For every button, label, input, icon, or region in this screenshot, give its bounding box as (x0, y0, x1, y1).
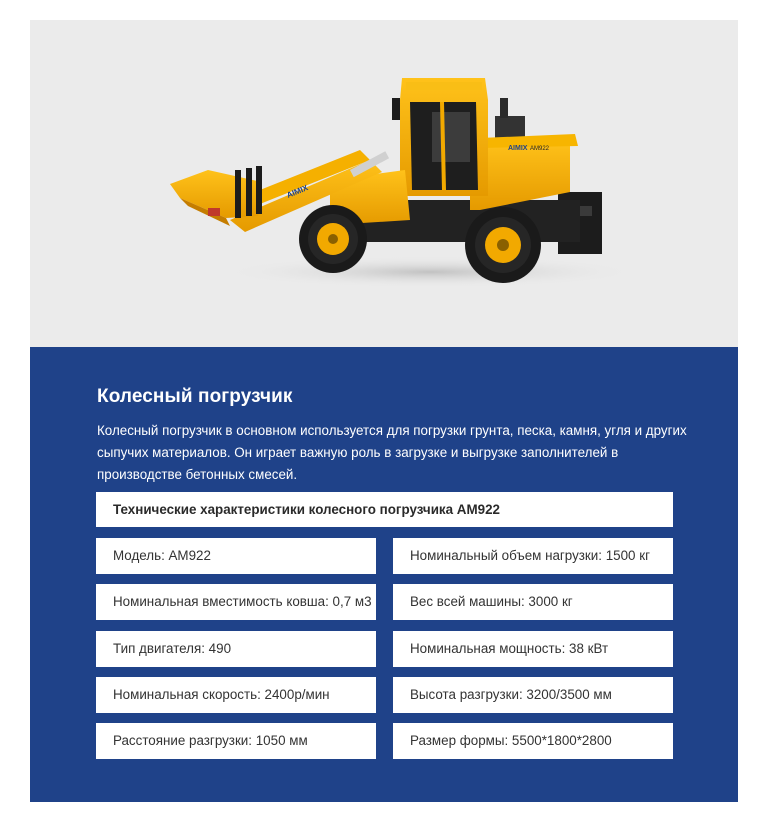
spec-dump-height: Высота разгрузки: 3200/3500 мм (393, 677, 673, 713)
spec-dump-distance: Расстояние разгрузки: 1050 мм (96, 723, 376, 759)
brand-logo: AIMIX (508, 145, 528, 152)
wheel-loader-image (30, 20, 738, 347)
spec-engine-type: Тип двигателя: 490 (96, 631, 376, 667)
product-info-panel (30, 347, 738, 802)
product-title: Колесный погрузчик (97, 386, 293, 407)
spec-machine-weight: Вес всей машины: 3000 кг (393, 584, 673, 620)
spec-rated-speed: Номинальная скорость: 2400р/мин (96, 677, 376, 713)
specs-heading: Технические характеристики колесного погрузчика AM922 (96, 492, 673, 527)
spec-model: Модель: AM922 (96, 538, 376, 574)
spec-rated-load: Номинальный объем нагрузки: 1500 кг (393, 538, 673, 574)
boom-logo: AIMIX (285, 183, 310, 200)
spec-rated-power: Номинальная мощность: 38 кВт (393, 631, 673, 667)
product-image-area (30, 20, 738, 347)
spec-bucket-capacity: Номинальная вместимость ковша: 0,7 м3 (96, 584, 376, 620)
model-tag: AM922 (530, 146, 550, 152)
product-description: Колесный погрузчик в основном используется для погрузки грунта, песка, камня, угля и других сыпучих материалов. Он играет важную роль в загрузке и выгрузке заполнителей в производстве бетонных смесей. (97, 423, 687, 482)
product-card (30, 20, 738, 802)
spec-overall-size: Размер формы: 5500*1800*2800 (393, 723, 673, 759)
